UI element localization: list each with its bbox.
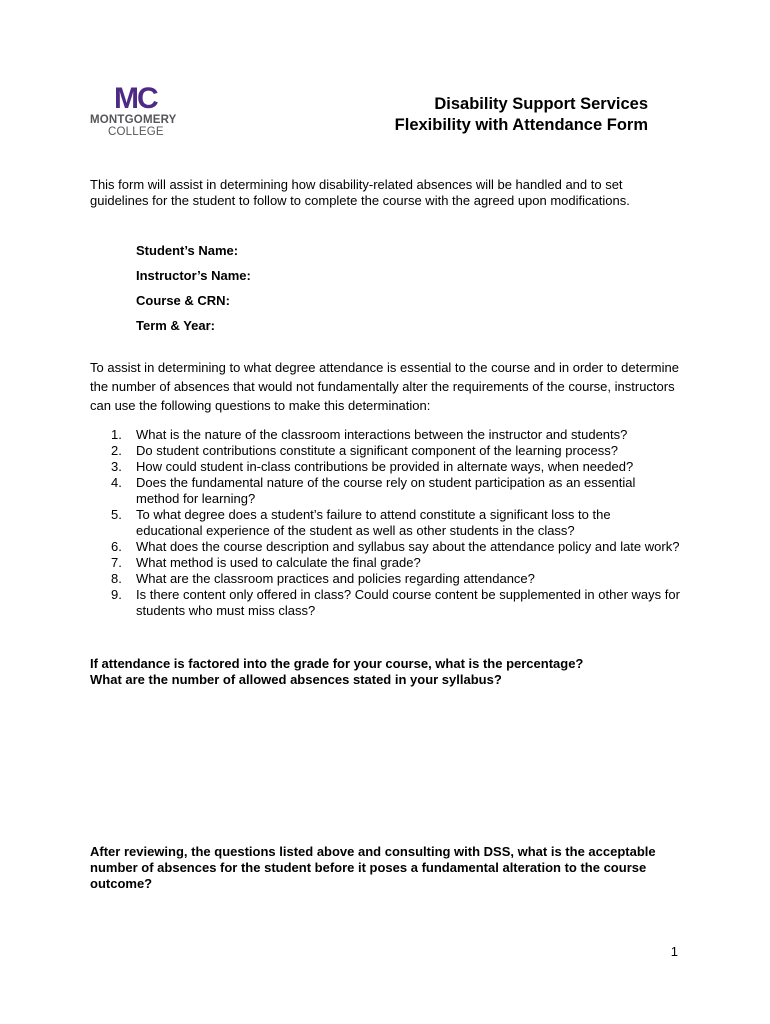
- list-item: 3. How could student in-class contributions be provided in alternate ways, when needed?: [111, 459, 634, 474]
- list-item: 9. Is there content only offered in class? Could course content be supplemented in other ways for students who must miss class?: [111, 587, 680, 618]
- instructor-name-label: Instructor’s Name:: [136, 268, 251, 283]
- attendance-percentage-question: [90, 656, 690, 688]
- form-title: [395, 94, 648, 136]
- list-item: 8. What are the classroom practices and policies regarding attendance?: [111, 571, 535, 586]
- title-line-1: Disability Support Services: [434, 95, 648, 113]
- list-item: 4. Does the fundamental nature of the course rely on student participation as an essential method for learning?: [111, 475, 636, 506]
- list-item: 5. To what degree does a student’s failure to attend constitute a significant loss to the educational experience of the student as well as other students in the class?: [111, 507, 611, 538]
- title-line-2: Flexibility with Attendance Form: [394, 116, 648, 134]
- logo-line-montgomery: MONTGOMERY: [90, 114, 177, 126]
- list-item: 7. What method is used to calculate the final grade?: [111, 555, 421, 570]
- intro-paragraph: This form will assist in determining how disability-related absences will be handled and to set guidelines for the student to follow to complete the course with the agreed upon modifications.: [90, 177, 630, 208]
- list-item: 6. What does the course description and syllabus say about the attendance policy and late work?: [111, 539, 680, 554]
- attendance-question-line-2: What are the number of allowed absences stated in your syllabus?: [90, 672, 502, 687]
- attendance-question-line-1: If attendance is factored into the grade for your course, what is the percentage?: [90, 656, 584, 671]
- logo-mark: MC: [114, 82, 157, 115]
- student-info-fields: [136, 243, 251, 343]
- course-crn-label: Course & CRN:: [136, 293, 230, 308]
- list-item: 2. Do student contributions constitute a significant component of the learning process?: [111, 443, 619, 458]
- student-name-label: Student’s Name:: [136, 243, 239, 258]
- list-item: 1. What is the nature of the classroom interactions between the instructor and students?: [111, 427, 628, 442]
- logo-line-college: COLLEGE: [108, 126, 164, 138]
- page-number: 1: [670, 944, 678, 959]
- montgomery-college-logo: [90, 84, 190, 138]
- assist-paragraph: To assist in determining to what degree attendance is essential to the course and in order to determine the number of absences that would not fundamentally alter the requirements of the course, instructors can use the following questions to make this determination:: [90, 360, 679, 413]
- questions-list: [90, 427, 680, 619]
- acceptable-absences-question: After reviewing, the questions listed above and consulting with DSS, what is the acceptable number of absences for the student before it poses a fundamental alteration to the course outcome?: [90, 844, 656, 891]
- term-year-label: Term & Year:: [136, 318, 216, 333]
